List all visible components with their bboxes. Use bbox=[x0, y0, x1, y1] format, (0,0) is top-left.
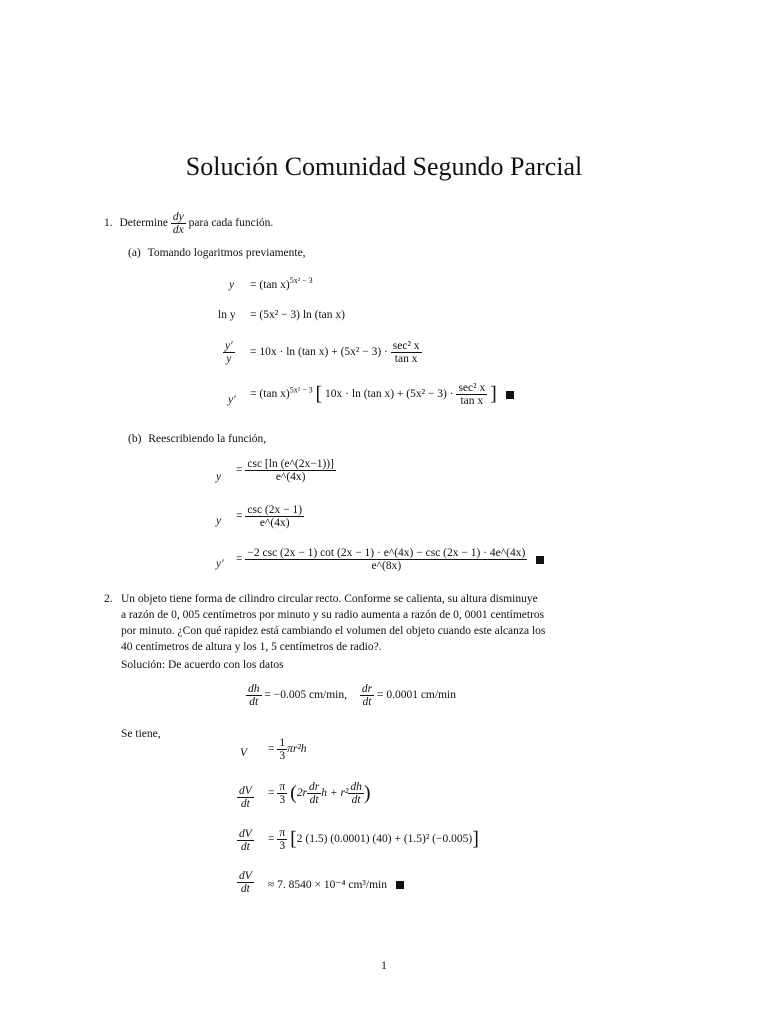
dydx-fraction: $\frac{dy}{dx}$ bbox=[172, 211, 184, 237]
problem-1-pre: Determine bbox=[119, 217, 169, 230]
part-a-text: Tomando logaritmos previamente, bbox=[147, 247, 306, 259]
given-rates: $\frac{dh}{dt}$ = −0.005 cm/min, $\frac{dr}{dt}$ = 0.0001 cm/min bbox=[248, 683, 456, 709]
a-right-4: = (tan x)$^{5x^2 - 3}$ [ 10x · ln (tan x) + (5x² − 3) · $\frac{\text{sec² x}}{\text{tan x}}$ ] bbox=[250, 382, 514, 407]
qed-square bbox=[506, 391, 514, 399]
problem-1-post: para cada función. bbox=[188, 217, 274, 230]
problem-2-line-4: 40 centímetros de altura y los 1, 5 centímetros de radio?. bbox=[121, 641, 382, 653]
a-left-3: $\frac{y'}{y}$ bbox=[225, 340, 233, 366]
se-tiene: Se tiene, bbox=[121, 728, 161, 740]
b-right-1: = $\frac{\csc [\ln (e\^{}(2x-1))]}{e\^{}(4x)}$ bbox=[236, 458, 334, 484]
v-right-2: = $\frac{\pi}{3}$ (2r $\frac{dr}{dt}$ h + r² $\frac{dh}{dt}$ ) bbox=[268, 781, 371, 807]
problem-2-number: 2. bbox=[104, 593, 113, 605]
a-left-4: y′ bbox=[228, 394, 236, 406]
part-b-header bbox=[128, 433, 266, 445]
v-left-2: $\frac{dV}{dt}$ bbox=[239, 785, 252, 811]
problem-2-line-3: por minuto. ¿Con qué rapidez está cambiando el volumen del objeto cuando este alcanza los bbox=[121, 625, 546, 637]
qed-square bbox=[536, 556, 544, 564]
b-left-3: y′ bbox=[216, 558, 224, 570]
solution-intro: Solución: De acuerdo con los datos bbox=[121, 659, 284, 671]
part-b-label: (b) bbox=[128, 433, 142, 445]
page-title: Solución Comunidad Segundo Parcial bbox=[185, 152, 583, 181]
a-left-1: y bbox=[229, 279, 235, 291]
qed-square bbox=[396, 881, 404, 889]
part-b-text: Reescribiendo la función, bbox=[148, 433, 267, 445]
b-left-1: y bbox=[216, 471, 222, 483]
b-right-3: = −2 csc (2x − 1) cot (2x − 1) · e^(4x) − csc (2x − 1) · 4e^(4x) e^(8x) bbox=[236, 547, 544, 572]
problem-2-line-2: a razón de 0, 005 centímetros por minuto y su radio aumenta a razón de 0, 0001 centímetros bbox=[121, 609, 545, 621]
problem-1-number: 1. bbox=[104, 217, 113, 230]
b-left-2: y bbox=[216, 515, 222, 527]
v-left-1: V bbox=[240, 747, 248, 759]
page-number: 1 bbox=[381, 958, 387, 972]
v-right-1: = $\frac{1}{3}$ πr²h bbox=[268, 737, 307, 763]
v-left-3: $\frac{dV}{dt}$ bbox=[239, 828, 252, 854]
part-a-header bbox=[128, 247, 306, 259]
v-right-3: = $\frac{\pi}{3}$ [2 (1.5) (0.0001) (40) + (1.5)² (−0.005)] bbox=[268, 827, 479, 853]
b-right-2: = $\frac{\csc (2x - 1)}{e\^{}(4x)}$ bbox=[236, 504, 303, 530]
a-left-2: ln y bbox=[218, 309, 236, 321]
a-right-2: = (5x² − 3) ln (tan x) bbox=[250, 309, 345, 321]
problem-2-line-1: Un objeto tiene forma de cilindro circular recto. Conforme se calienta, su altura disminuye bbox=[121, 593, 538, 605]
v-right-4: ≈ 7. 8540 × 10⁻⁴ cm³/min bbox=[268, 877, 404, 891]
problem-1-header bbox=[104, 211, 273, 236]
v-left-4: $\frac{dV}{dt}$ bbox=[239, 870, 252, 896]
a-right-3: = 10x · ln (tan x) + (5x² − 3) · $\frac{\text{sec² x}}{\text{tan x}}$ bbox=[250, 340, 420, 366]
a-right-1: = (tan x)$^{5x^2 - 3}$ bbox=[250, 276, 313, 291]
part-a-label: (a) bbox=[128, 247, 141, 259]
